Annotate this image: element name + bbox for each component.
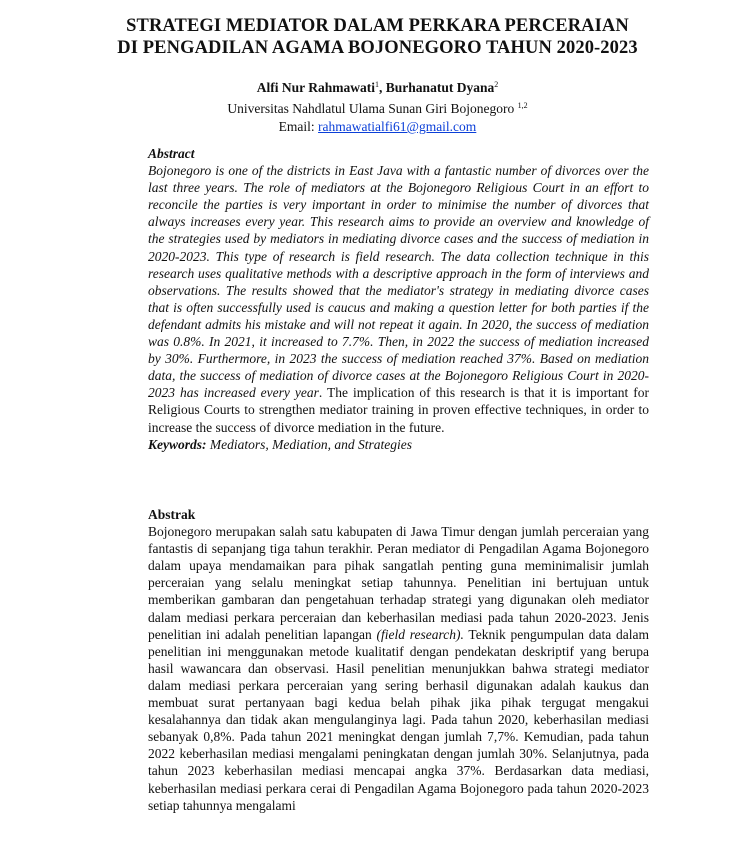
keywords-label: Keywords [148,436,202,452]
title-line-2: DI PENGADILAN AGAMA BOJONEGORO TAHUN 2020-2023 [117,38,638,58]
author-2: Burhanatut Dyana [385,80,495,95]
abstract-body-italic: Bojonegoro is one of the districts in East Java with a fantastic number of divorces over the last three years. The role of mediators at the Bojonegoro Religious Court in an effort to reconcile the parties is very important in order to minimise the number of divorces that always increases every year. This research aims to provide an overview and knowledge of the strategies used by mediators in mediating divorce cases and the success of mediation in 2020-2023. This type of research is field research. The data collection technique in this research uses qualitative methods with a descriptive approach in the form of interviews and observations. The results showed that the mediator's strategy in mediating divorce cases that is often successfully used is caucus and making a question letter for both parties if the defendant admits his mistake and will not repeat it again. In 2020, the success of mediation was 0.8%. In 2021, it increased to 7.7%. Then, in 2022 the success of mediation increased by 30%. Furthermore, in 2023 the success of mediation reached 37%. Based on mediation data, the success of mediation of divorce cases at the Bojonegoro Religious Court in 2020-2023 has increased every year [148,163,649,401]
author-separator: , [379,80,386,95]
author-1-affiliation-mark: 1 [375,80,380,89]
keywords [148,436,649,453]
author-2-affiliation-mark: 2 [494,80,499,89]
author-block [0,76,755,136]
email-label: Email: [278,119,319,134]
author-names [0,76,755,97]
abstract-heading: Abstract [148,146,195,161]
abstract-body [148,162,649,436]
affiliation-text: Universitas Nahdlatul Ulama Sunan Giri Bojonegoro [227,101,518,116]
abstract-body-normal: . The implication of this research is that it is important for Religious Courts to strengthen mediator training in proven effective techniques, in order to increase the success of divorce mediation in the future. [148,385,649,435]
title-line-1: STRATEGI MEDIATOR DALAM PERKARA PERCERAIAN [126,16,629,36]
abstrak-body-part-2: Teknik pengumpulan data dalam penelitian ini menggunakan metode kualitatif dengan pendekatan deskriptif yang berupa hasil wawancara dan observasi. Hasil penelitian menunjukkan bahwa strategi mediator dalam mediasi perkara perceraian yang sering berhasil digunakan adalah kaukus dan membuat surat pertanyaan bagi kedua belah pihak jika pihak tergugat mengakui kesalahannya dan tidak akan mengulanginya lagi. Pada tahun 2020, keberhasilan mediasi sebanyak 0,8%. Pada tahun 2021 meningkat dengan jumlah 7,7%. Kemudian, pada tahun 2022 keberhasilan mediasi mengalami peningkatan dengan jumlah 30%. Selanjutnya, pada tahun 2023 keberhasilan mediasi mencapai angka 37%. Berdasarkan data mediasi, keberhasilan mediasi perkara cerai di Pengadilan Agama Bojonegoro pada tahun 2020-2023 setiap tahunnya mengalami [148,626,649,813]
author-1: Alfi Nur Rahmawati [256,80,376,95]
affiliation [0,97,755,118]
abstrak-body-italic: (field research). [376,626,464,642]
affiliation-mark: 1,2 [517,101,528,110]
abstract-section [148,145,649,453]
keywords-text: Mediators, Mediation, and Strategies [209,436,412,452]
paper-title [0,15,755,59]
abstrak-heading: Abstrak [148,507,196,522]
abstrak-body-part-1: Bojonegoro merupakan salah satu kabupaten di Jawa Timur dengan jumlah perceraian yang fantastis di sepanjang tiga tahun terakhir. Peran mediator di Pengadilan Agama Bojonegoro dalam upaya mendamaikan para pihak sangatlah penting guna meminimalisir jumlah perceraian yang selalu meningkat setiap tahunnya. Penelitian ini bertujuan untuk memberikan gambaran dan pengetahuan terhadap strategi yang digunakan oleh mediator dalam mediasi perkara perceraian dan keberhasilan mediasi pada tahun 2020-2023. Jenis penelitian ini adalah penelitian lapangan [148,524,649,642]
keywords-colon: : [202,436,210,452]
email-line [0,118,755,136]
abstrak-body [148,523,649,814]
email-link[interactable]: rahmawatialfi61@gmail.com [318,119,477,134]
abstrak-section [148,506,649,814]
